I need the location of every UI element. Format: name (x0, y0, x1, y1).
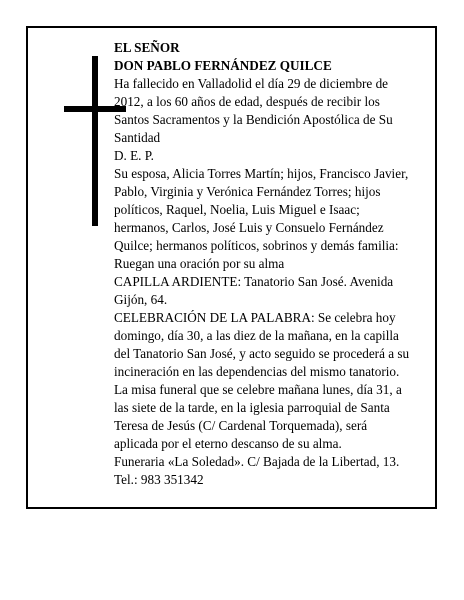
body-line: CELEBRACIÓN DE LA PALABRA: Se celebra hoy (114, 310, 396, 325)
body-line: del Tanatorio San José, y acto seguido se procederá a su (114, 346, 410, 361)
body-line: hermanos, Carlos, José Luis y Consuelo Fernández (114, 220, 384, 235)
body-line: las siete de la tarde, en la iglesia parroquial de Santa (114, 400, 390, 415)
body-line: Tel.: 983 351342 (114, 472, 204, 487)
cross-vertical-bar (92, 56, 98, 226)
body-line: Ruegan una oración por su alma (114, 256, 285, 271)
body-line: Ha fallecido en Valladolid el día 29 de diciembre de (114, 76, 389, 91)
obituary-heading: EL SEÑOR (114, 40, 180, 55)
obituary-text (114, 39, 429, 489)
body-line: incineración en las dependencias del mismo tanatorio. (114, 364, 400, 379)
body-line: La misa funeral que se celebre mañana lunes, día 31, a (114, 382, 402, 397)
body-line: Quilce; hermanos políticos, sobrinos y demás familia: (114, 238, 399, 253)
body-line: aplicada por el eterno descanso de su alma. (114, 436, 342, 451)
body-line: políticos, Raquel, Noelia, Luis Miguel e Isaac; (114, 202, 360, 217)
obituary-frame (26, 26, 437, 509)
deceased-name: DON PABLO FERNÁNDEZ QUILCE (114, 58, 332, 73)
body-line: 2012, a los 60 años de edad, después de recibir los (114, 94, 380, 109)
rip-line: D. E. P. (114, 148, 154, 163)
body-line: Santos Sacramentos y la Bendición Apostólica de Su (114, 112, 393, 127)
body-line: Teresa de Jesús (C/ Cardenal Torquemada), será (114, 418, 368, 433)
body-line: Su esposa, Alicia Torres Martín; hijos, Francisco Javier, (114, 166, 409, 181)
body-line: Funeraria «La Soledad». C/ Bajada de la Libertad, 13. (114, 454, 400, 469)
body-line: CAPILLA ARDIENTE: Tanatorio San José. Avenida (114, 274, 394, 289)
body-line: Gijón, 64. (114, 292, 168, 307)
body-line: domingo, día 30, a las diez de la mañana, en la capilla (114, 328, 399, 343)
body-line: Pablo, Virginia y Verónica Fernández Torres; hijos (114, 184, 381, 199)
body-line: Santidad (114, 130, 161, 145)
